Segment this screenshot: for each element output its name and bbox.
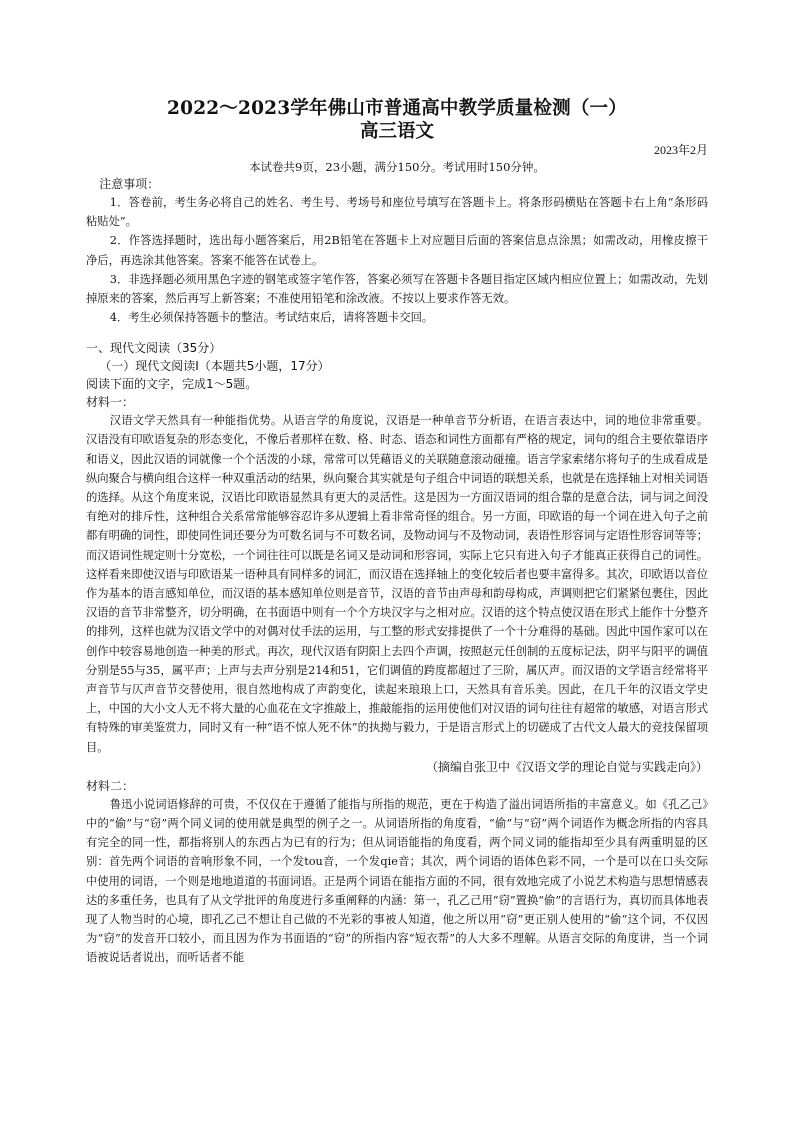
note-item: 2．作答选择题时，选出每小题答案后，用2B铅笔在答题卡上对应题目后面的答案信息点涂黑；如需改动，用橡皮擦干净后，再选涂其他答案。答案不能答在试卷上。 bbox=[86, 234, 708, 267]
exam-date: 2023年2月 bbox=[653, 143, 708, 157]
section-heading: 一、现代文阅读（35分） bbox=[86, 341, 222, 356]
exam-intro: 本试卷共9页，23小题，满分150分。考试用时150分钟。 bbox=[249, 160, 545, 174]
material-2-label: 材料二： bbox=[86, 778, 135, 793]
material-1-source: （摘编自张卫中《汉语文学的理论自觉与实践走向》） bbox=[425, 759, 708, 774]
spacer bbox=[86, 327, 708, 340]
note-item: 3．非选择题必须用黑色字迹的钢笔或签字笔作答，答案必须写在答题卡各题目指定区域内相应位置上；如需改动，先划掉原来的答案，然后再写上新答案；不准使用铅笔和涂改液。不按以上要求作答无效。 bbox=[86, 272, 708, 306]
material-1-label: 材料一： bbox=[86, 395, 135, 410]
section-subheading: （一）现代文阅读Ⅰ（本题共5小题，17分） bbox=[99, 359, 330, 374]
note-item: 4．考生必须保持答题卡的整洁。考试结束后，请将答题卡交回。 bbox=[109, 311, 434, 325]
section-instruction: 阅读下面的文字，完成1～5题。 bbox=[86, 376, 258, 391]
exam-subject: 高三语文 bbox=[359, 121, 434, 142]
material-1-text: 汉语文学天然具有一种能指优势。从语言学的角度说，汉语是一种单音节分析语，在语言表达中，词的地位非常重要。汉语没有印欧语复杂的形态变化，不像后者那样在数、格、时态、语态和词性方面都有严格的规定，词句的组合主要依靠语序和语义，因此汉语的词就像一个个活泼的小球，常常可以凭藉语义的关联随意滚动碰撞。语言学家索绪尔将句子的生成看成是纵向聚合与横向组合这样一种双重活动的结果，纵向聚合其实就是句子组合中词语的联想关系，也就是在选择轴上对相关词语的选择。从这个角度来说，汉语比印欧语显然具有更大的灵活性。这是因为一方面汉语词的组合靠的是意合法，词与词之间没有绝对的排斥性，这种组合关系常常能够容忍许多从逻辑上看非常奇怪的组合。另一方面，印欧语的每一个词在进入句子之前都有明确的词性，即使同性词还要分为可数名词与不可数名词，及物动词与不及物动词，表语性形容词与定语性形容词等等；而汉语词性规定则十分宽松，一个词往往可以既是名词又是动词和形容词，实际上它只有进入句子才能真正获得自己的词性。这样看来即使汉语与印欧语某一语种具有同样多的词汇，而汉语在选择轴上的变化较后者也要丰富得多。其次，印欧语以音位作为基本的语言感知单位，而汉语的基本感知单位则是音节，汉语的音节由声母和韵母构成，声调则把它们紧紧包裹住，因此汉语的音节非常整齐，切分明确，在书面语中则有一个个方块汉字与之相对应。汉语的这个特点使汉语在形式上能作十分整齐的排列，这样也就为汉语文学中的对偶对仗手法的运用，与工整的形式安排提供了一个十分难得的基础。因此中国作家可以在创作中较容易地创造一种美的形式。再次，现代汉语有阴阳上去四个声调，按照赵元任创制的五度标记法，阴平与阳平的调值分别是55与35，属平声；上声与去声分别是214和51，它们调值的跨度都超过了三阶，属仄声。而汉语的文学语言经常将平声音节与仄声音节交替使用，很自然地构成了声韵变化，读起来琅琅上口，天然具有音乐美。因此，在几千年的汉语文学史上，中国的大小文人无不将大量的心血花在文字推敲上，推敲能指的运用使他们对汉语的词句往往有超常的敏感，对语言形式有特殊的审美鉴赏力，同时又有一种“语不惊人死不休”的执拗与毅力，于是语言形式上的切磋成了古代文人最大的竞技保留项目。 bbox=[86, 414, 708, 754]
notes-heading: 注意事项： bbox=[99, 177, 160, 191]
note-item: 1．答卷前，考生务必将自己的姓名、考生号、考场号和座位号填写在答题卡上。将条形码横贴在答题卡右上角“条形码粘贴处”。 bbox=[86, 196, 708, 229]
material-2-text: 鲁迅小说词语修辞的可贵，不仅仅在于遵循了能指与所指的规范，更在于构造了溢出词语所指的丰富意义。如《孔乙己》中的“偷”与“窃”两个同义词的使用就是典型的例子之一。从词语所指的角度看，“偷”与“窃”两个词语作为概念所指的内容具有完全的同一性，都指将别人的东西占为已有的行为；但从词语能指的角度看，两个同义词的能指却至少具有两重明显的区别：首先两个词语的音响形象不同，一个发tou音，一个发qie音；其次，两个词语的语体色彩不同，一个是可以在口头交际中使用的词语，一个则是地地道道的书面词语。正是两个词语在能指方面的不同，很有效地完成了小说艺术构造与思想情感表达的多重任务，也具有了从文学批评的角度进行多重阐释的内涵：第一，孔乙己用“窃”置换“偷”的言语行为，真切而具体地表现了人物当时的心境，即孔乙己不想让自己做的不光彩的事被人知道，他之所以用“窃”更正别人使用的“偷”这个词，不仅因为“窃”的发音开口较小，而且因为作为书面语的“窃”的所指内容“短衣帮”的人大多不理解。从语言交际的角度讲，当一个词语被说话者说出，而听话者不能 bbox=[86, 797, 708, 965]
exam-title: 2022～2023学年佛山市普通高中教学质量检测（一） bbox=[167, 98, 627, 119]
